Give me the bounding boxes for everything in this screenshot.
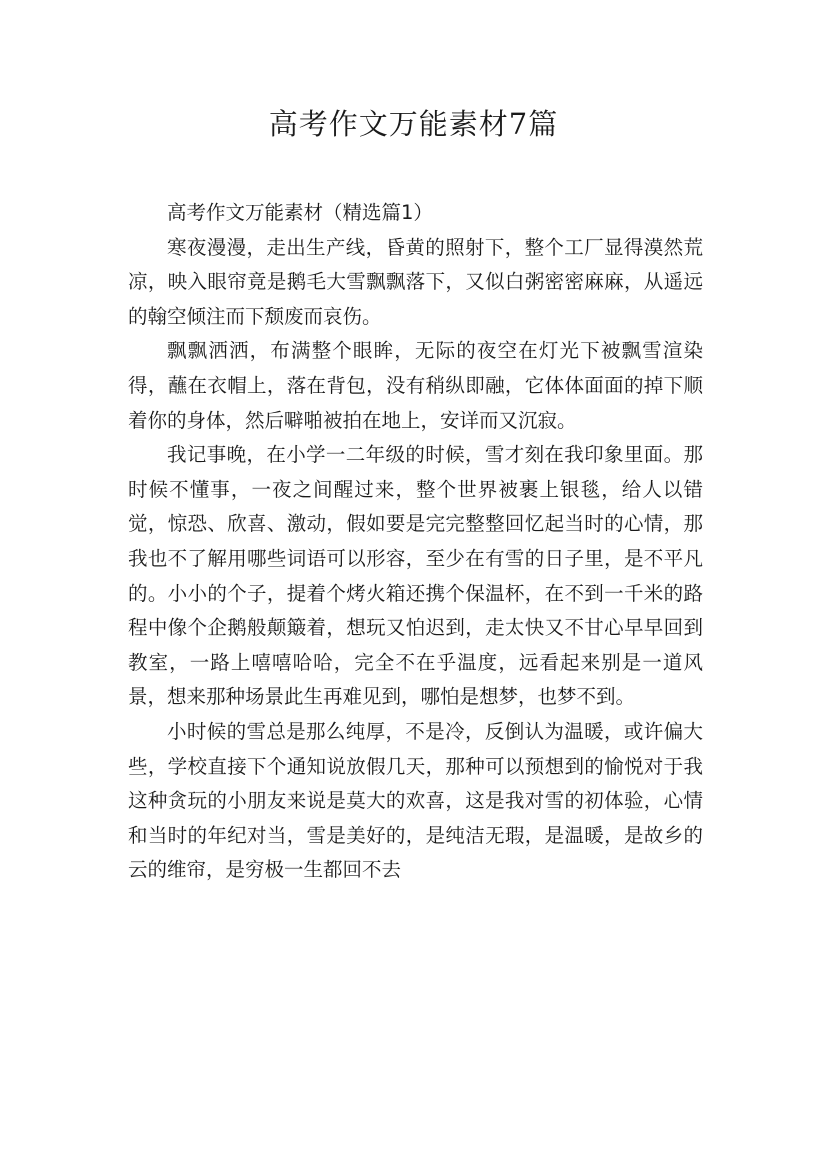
paragraph: 我记事晚，在小学一二年级的时候，雪才刻在我印象里面。那时候不懂事，一夜之间醒过来，整个世界被裹上银毯，给人以错觉，惊恐、欣喜、激动，假如要是完完整整回忆起当时的心情，那我也不了解用哪些词语可以形容，至少在有雪的日子里，是不平凡的。小小的个子，提着个烤火箱还携个保温杯，在不到一千米的路程中像个企鹅般颠簸着，想玩又怕迟到，走太快又不甘心早早回到教室，一路上嘻嘻哈哈，完全不在乎温度，远看起来别是一道风景，想来那种场景此生再难见到，哪怕是想梦，也梦不到。 — [128, 443, 703, 709]
paragraph: 小时候的雪总是那么纯厚，不是冷，反倒认为温暖，或许偏大些，学校直接下个通知说放假几天，那种可以预想到的愉悦对于我这种贪玩的小朋友来说是莫大的欢喜，这是我对雪的初体验，心情和当时的年纪对当，雪是美好的，是纯洁无瑕，是温暖，是故乡的云的维帘，是穷极一生都回不去 — [128, 719, 703, 882]
document-body — [128, 196, 703, 888]
paragraph: 寒夜漫漫，走出生产线，昏黄的照射下，整个工厂显得漠然荒凉，映入眼帘竟是鹅毛大雪飘飘落下，又似白粥密密麻麻，从遥远的翰空倾注而下颓废而哀伤。 — [128, 235, 703, 328]
paragraph: 飘飘洒洒，布满整个眼眸，无际的夜空在灯光下被飘雪渲染得，蘸在衣帽上，落在背包，没有稍纵即融，它体体面面的掉下顺着你的身体，然后噼啪被拍在地上，安详而又沉寂。 — [128, 339, 703, 432]
section-heading: 高考作文万能素材（精选篇1） — [167, 201, 433, 224]
document-title: 高考作文万能素材7篇 — [268, 107, 559, 141]
